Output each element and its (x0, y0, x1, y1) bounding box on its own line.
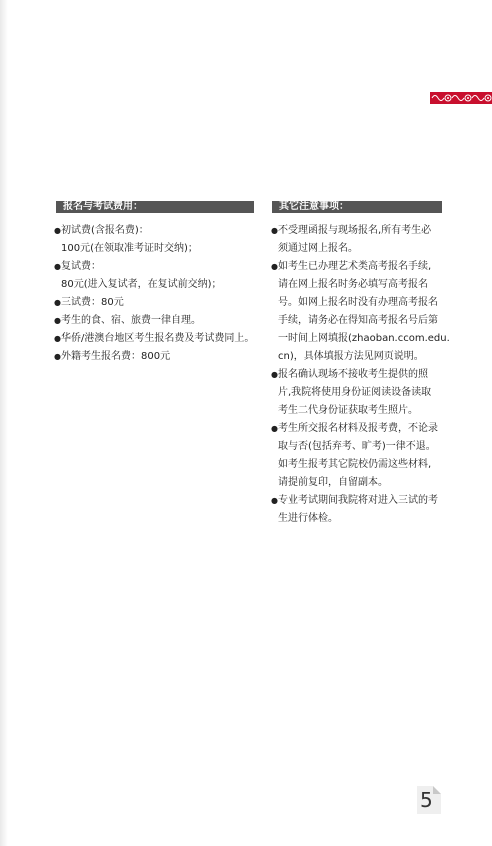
list-item-text: 如考生已办理艺术类高考报名手续, (278, 261, 432, 272)
list-item (271, 222, 447, 258)
list-item-text: 不受理函报与现场报名,所有考生必 (278, 225, 432, 236)
list-item-text: 须通过网上报名。 (278, 243, 358, 254)
list-item-text: cn)，具体填报方法见网页说明。 (278, 351, 424, 362)
list-item-text: 考生所交报名材料及报考费，不论录 (278, 423, 438, 434)
fees-list (54, 222, 264, 366)
list-item-subtext: 100元(在领取准考证时交纳)； (61, 243, 198, 254)
page-number: 5 (420, 788, 433, 812)
list-item (54, 330, 264, 348)
bullet-icon: ● (271, 370, 278, 379)
page-corner-fold-icon (433, 786, 441, 794)
list-item-text: 初试费(含报名费)： (61, 225, 149, 236)
list-item (271, 366, 447, 420)
list-item (54, 348, 264, 366)
section-header-notes: 其它注意事项： (272, 201, 442, 213)
bullet-icon: ● (54, 298, 61, 307)
list-item-text: 一时间上网填报(zhaoban.ccom.edu. (278, 333, 450, 344)
bullet-icon: ● (54, 334, 61, 343)
bullet-icon: ● (271, 226, 278, 235)
list-item (271, 258, 450, 366)
bullet-icon: ● (54, 262, 61, 271)
list-item-text: 华侨/港澳台地区考生报名费及考试费同上。 (61, 333, 255, 344)
bullet-icon: ● (271, 262, 278, 271)
list-item (54, 222, 264, 258)
list-item-text: 复试费： (61, 261, 101, 272)
bullet-icon: ● (271, 496, 278, 505)
list-item (271, 492, 447, 528)
decorative-ornament-icon (430, 92, 492, 104)
section-header-fees: 报名与考试费用： (56, 201, 254, 213)
bullet-icon: ● (271, 424, 278, 433)
list-item-text: 取与否(包括弃考、旷考)一律不退。 (278, 441, 436, 452)
list-item-text: 如考生报考其它院校仍需这些材料, (278, 459, 432, 470)
list-item-text: 考生二代身份证获取考生照片。 (278, 405, 418, 416)
bullet-icon: ● (54, 226, 61, 235)
list-item-subtext: 80元(进入复试者，在复试前交纳)； (61, 279, 222, 290)
bullet-icon: ● (54, 352, 61, 361)
list-item (271, 420, 447, 492)
list-item-text: 请提前复印，自留副本。 (278, 477, 388, 488)
list-item (54, 312, 264, 330)
list-item-text: 片,我院将使用身份证阅读设备读取 (278, 387, 432, 398)
list-item-text: 号。如网上报名时没有办理高考报名 (278, 297, 438, 308)
list-item (54, 294, 264, 312)
page-number-box (417, 786, 441, 814)
list-item-text: 专业考试期间我院将对进入三试的考 (278, 495, 438, 506)
notes-list (271, 222, 450, 528)
list-item-text: 生进行体检。 (278, 513, 338, 524)
list-item-text: 请在网上报名时务必填写高考报名 (278, 279, 428, 290)
list-item (54, 258, 264, 294)
list-item-text: 三试费：80元 (61, 297, 124, 308)
list-item-text: 手续，请务必在得知高考报名号后第 (278, 315, 438, 326)
bullet-icon: ● (54, 316, 61, 325)
list-item-text: 考生的食、宿、旅费一律自理。 (61, 315, 201, 326)
list-item-text: 报名确认现场不接收考生提供的照 (278, 369, 428, 380)
page-edge-shadow (0, 0, 8, 846)
list-item-text: 外籍考生报名费：800元 (61, 351, 171, 362)
